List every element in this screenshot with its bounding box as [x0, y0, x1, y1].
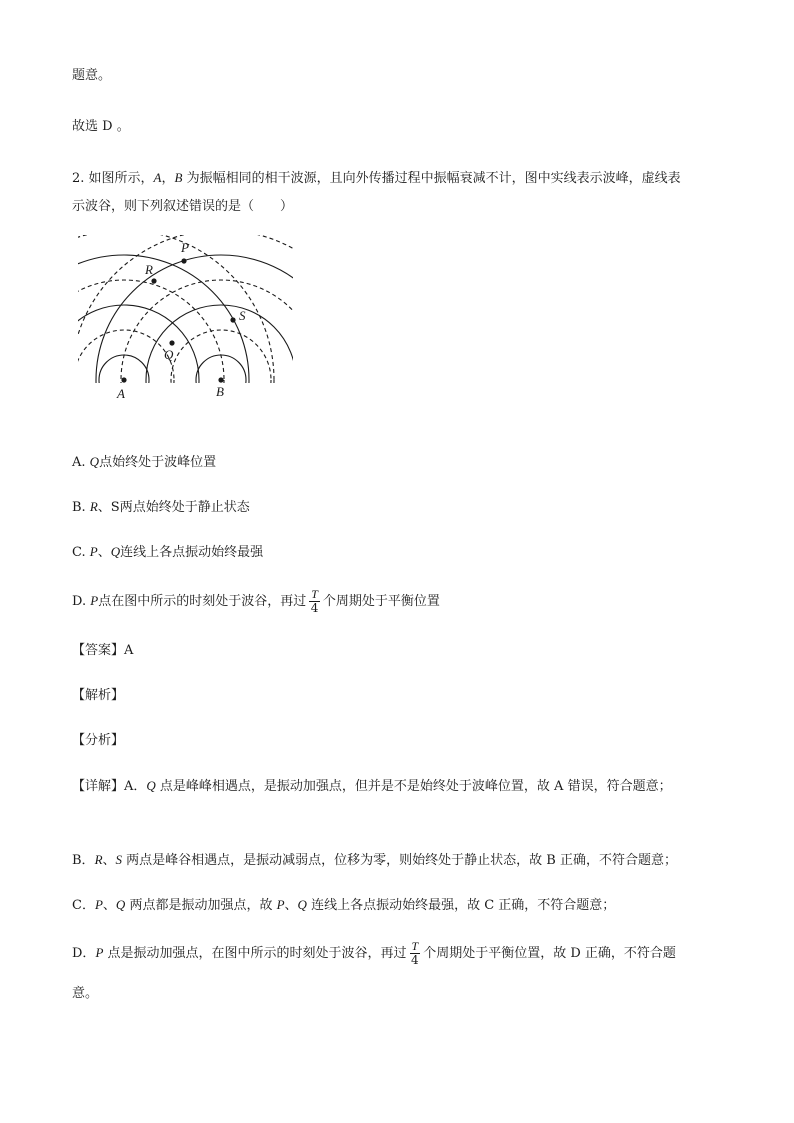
- label-q: Q: [164, 347, 174, 362]
- top-line-1: 题意。: [72, 68, 112, 83]
- fenxi-heading: 【分析】: [72, 733, 125, 748]
- detail-c: C．P、Q 两点都是振动加强点，故 P、Q 连线上各点振动始终最强，故 C 正确，不符合题意；: [72, 897, 616, 913]
- option-a: A. Q点始终处于波峰位置: [72, 454, 217, 470]
- wave-interference-figure: [78, 235, 293, 405]
- answer-label: 【答案】: [72, 643, 125, 658]
- question-number: 2.: [72, 171, 85, 186]
- analysis-heading: 【解析】: [72, 688, 125, 703]
- point-p-dot: [181, 258, 186, 263]
- detail-d-fraction: $\frac{T}{4}$: [411, 939, 419, 967]
- detail-a: 【详解】A．Q 点是峰峰相遇点，是振动加强点，但并是不是始终处于波峰位置，故 A 错误，符合题意；: [72, 778, 672, 794]
- detail-label: 【详解】: [72, 779, 125, 794]
- point-r-dot: [151, 278, 156, 283]
- option-d: D. P点在图中所示的时刻处于波谷，再过 $\frac{T}{4}$ 个周期处于平衡位置: [72, 587, 440, 615]
- label-r: R: [145, 262, 153, 277]
- label-p: P: [181, 240, 189, 255]
- detail-d-line-2: 意。: [72, 986, 99, 1001]
- option-d-fraction: $\frac{T}{4}$: [310, 587, 319, 615]
- point-q-dot: [169, 340, 174, 345]
- detail-d: D．P 点是振动加强点，在图中所示的时刻处于波谷，再过 $\frac{T}{4}$ 个周期处于平衡位置，故 D 正确，不符合题: [72, 939, 676, 967]
- label-s: S: [239, 308, 246, 323]
- option-b: B. R、S两点始终处于静止状态: [72, 499, 250, 515]
- point-s-dot: [230, 317, 235, 322]
- question-stem-line-1: 2. 如图所示，A，B 为振幅相同的相干波源，且向外传播过程中振幅衰减不计，图中实线表示波峰，虚线表: [72, 170, 681, 186]
- answer-line: [72, 641, 133, 661]
- label-a: A: [117, 386, 125, 401]
- answer-value: A: [124, 643, 134, 658]
- source-b-dot: [218, 377, 223, 382]
- source-a-dot: [121, 377, 126, 382]
- detail-b: B．R、S 两点是峰谷相遇点，是振动减弱点，位移为零，则始终处于静止状态，故 B 正确，不符合题意；: [72, 852, 677, 868]
- question-stem-line-2: 示波谷，则下列叙述错误的是（ ）: [72, 199, 294, 214]
- top-line-2: 故选 D 。: [72, 119, 130, 134]
- option-c: C. P、Q连线上各点振动始终最强: [72, 544, 264, 560]
- label-b: B: [216, 384, 224, 399]
